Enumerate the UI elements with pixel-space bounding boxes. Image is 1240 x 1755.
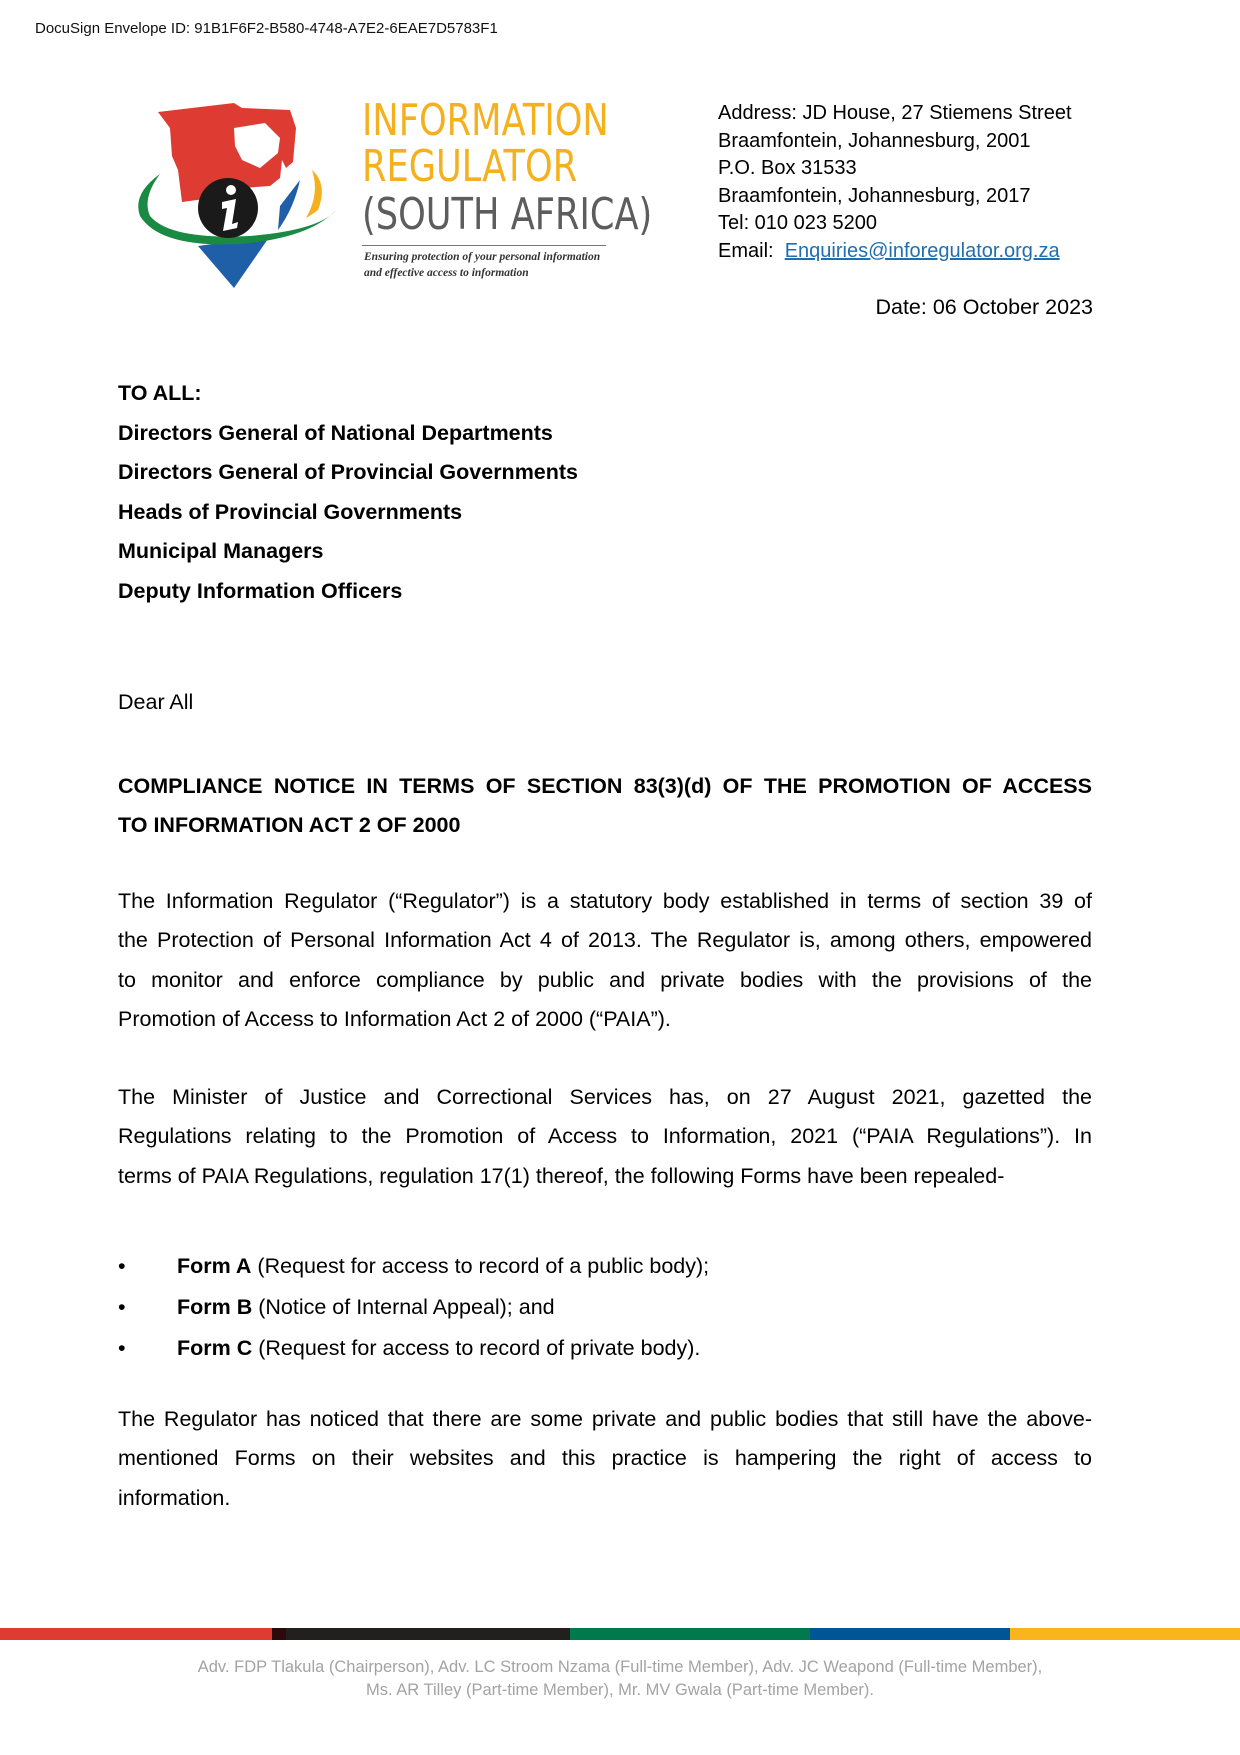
- address-block: [718, 100, 1072, 266]
- paragraph-line: The Regulator has noticed that there are some private and public bodies that still have the above-: [118, 1407, 1092, 1431]
- information-regulator-logo: [130, 95, 653, 288]
- logo-line-south-africa: (SOUTH AFRICA): [362, 189, 653, 240]
- recipient-item: Directors General of National Departments: [118, 420, 553, 445]
- paragraph-line: terms of PAIA Regulations, regulation 17(1) thereof, the following Forms have been repealed-: [118, 1163, 1005, 1188]
- recipient-item: Directors General of Provincial Governments: [118, 460, 579, 484]
- address-line: Address: JD House, 27 Stiemens Street: [718, 102, 1072, 124]
- logo-tagline: [364, 249, 600, 281]
- stripe-black: [286, 1628, 570, 1640]
- email-line: [718, 238, 1072, 266]
- recipients-heading: TO ALL:: [118, 381, 202, 405]
- letter-date: Date: 06 October 2023: [875, 295, 1093, 319]
- recipient-item: Municipal Managers: [118, 539, 324, 563]
- paragraph-line: The Information Regulator (“Regulator”) is a statutory body established in terms of section 39 of: [118, 889, 1092, 913]
- stripe-green: [570, 1628, 810, 1640]
- logo-tagline-line2: and effective access to information: [364, 267, 529, 279]
- bullet-icon: •: [118, 1336, 126, 1360]
- telephone-line: Tel: 010 023 5200: [718, 212, 878, 235]
- footer-members: [0, 1656, 1240, 1702]
- logo-wordmark: [362, 95, 725, 240]
- logo-line-information: INFORMATION: [362, 95, 609, 146]
- paragraph-line: to monitor and enforce compliance by public and private bodies with the provisions of the: [118, 967, 1092, 992]
- footer-color-stripe: [0, 1628, 1240, 1640]
- stripe-blue: [810, 1628, 1010, 1640]
- notice-heading: [118, 767, 1092, 845]
- paragraph-line: Regulations relating to the Promotion of Access to Information, 2021 (“PAIA Regulations”). In: [118, 1124, 1092, 1149]
- paragraph-line: information.: [118, 1485, 231, 1510]
- paragraph-minister-regulations: [118, 1078, 1092, 1196]
- form-name: Form C: [177, 1336, 253, 1360]
- bullet-icon: •: [118, 1254, 126, 1278]
- list-item-form-b: [118, 1287, 709, 1328]
- footer-line: Adv. FDP Tlakula (Chairperson), Adv. LC Stroom Nzama (Full-time Member), Adv. JC Weapond (Full-time Member),: [197, 1658, 1043, 1676]
- form-name: Form B: [177, 1295, 253, 1319]
- repealed-forms-list: [118, 1246, 709, 1369]
- paragraph-line: mentioned Forms on their websites and this practice is hampering the right of access to: [118, 1446, 1092, 1471]
- address-line: Braamfontein, Johannesburg, 2017: [718, 184, 1031, 207]
- form-description: (Request for access to record of private body).: [252, 1336, 701, 1360]
- docusign-envelope-id: DocuSign Envelope ID: 91B1F6F2-B580-4748-A7E2-6EAE7D5783F1: [35, 20, 498, 37]
- stripe-divider: [272, 1628, 286, 1640]
- logo-divider: [362, 245, 606, 246]
- notice-heading-line2: TO INFORMATION ACT 2 OF 2000: [118, 813, 461, 837]
- paragraph-line: the Protection of Personal Information Act 4 of 2013. The Regulator is, among others, empowered: [118, 928, 1092, 953]
- paragraph-line: The Minister of Justice and Correctional Services has, on 27 August 2021, gazetted the: [118, 1085, 1092, 1109]
- list-item-form-c: [118, 1328, 709, 1369]
- list-item-form-a: [118, 1246, 709, 1287]
- footer-line: Ms. AR Tilley (Part-time Member), Mr. MV Gwala (Part-time Member).: [366, 1681, 874, 1699]
- bullet-icon: •: [118, 1295, 126, 1319]
- recipients-block: [118, 374, 578, 611]
- paragraph-line: Promotion of Access to Information Act 2 of 2000 (“PAIA”).: [118, 1006, 671, 1031]
- salutation: Dear All: [118, 690, 194, 714]
- form-description: (Request for access to record of a public body);: [251, 1254, 710, 1278]
- form-description: (Notice of Internal Appeal); and: [252, 1295, 555, 1319]
- recipient-item: Deputy Information Officers: [118, 578, 403, 603]
- recipient-item: Heads of Provincial Governments: [118, 499, 463, 524]
- logo-tagline-line1: Ensuring protection of your personal information: [364, 251, 601, 263]
- paragraph-regulator-intro: [118, 882, 1092, 1039]
- email-label: Email:: [718, 239, 774, 262]
- address-line: Braamfontein, Johannesburg, 2001: [718, 129, 1031, 152]
- logo-line-regulator: REGULATOR: [362, 141, 578, 192]
- notice-heading-line1: COMPLIANCE NOTICE IN TERMS OF SECTION 83(3)(d) OF THE PROMOTION OF ACCESS: [118, 774, 1092, 798]
- stripe-yellow: [1010, 1628, 1240, 1640]
- email-link[interactable]: Enquiries@inforegulator.org.za: [784, 239, 1060, 262]
- paragraph-regulator-noticed: [118, 1400, 1092, 1518]
- shield-emblem-icon: [130, 98, 360, 288]
- po-box-line: P.O. Box 31533: [718, 157, 857, 180]
- stripe-red: [0, 1628, 272, 1640]
- form-name: Form A: [177, 1254, 252, 1278]
